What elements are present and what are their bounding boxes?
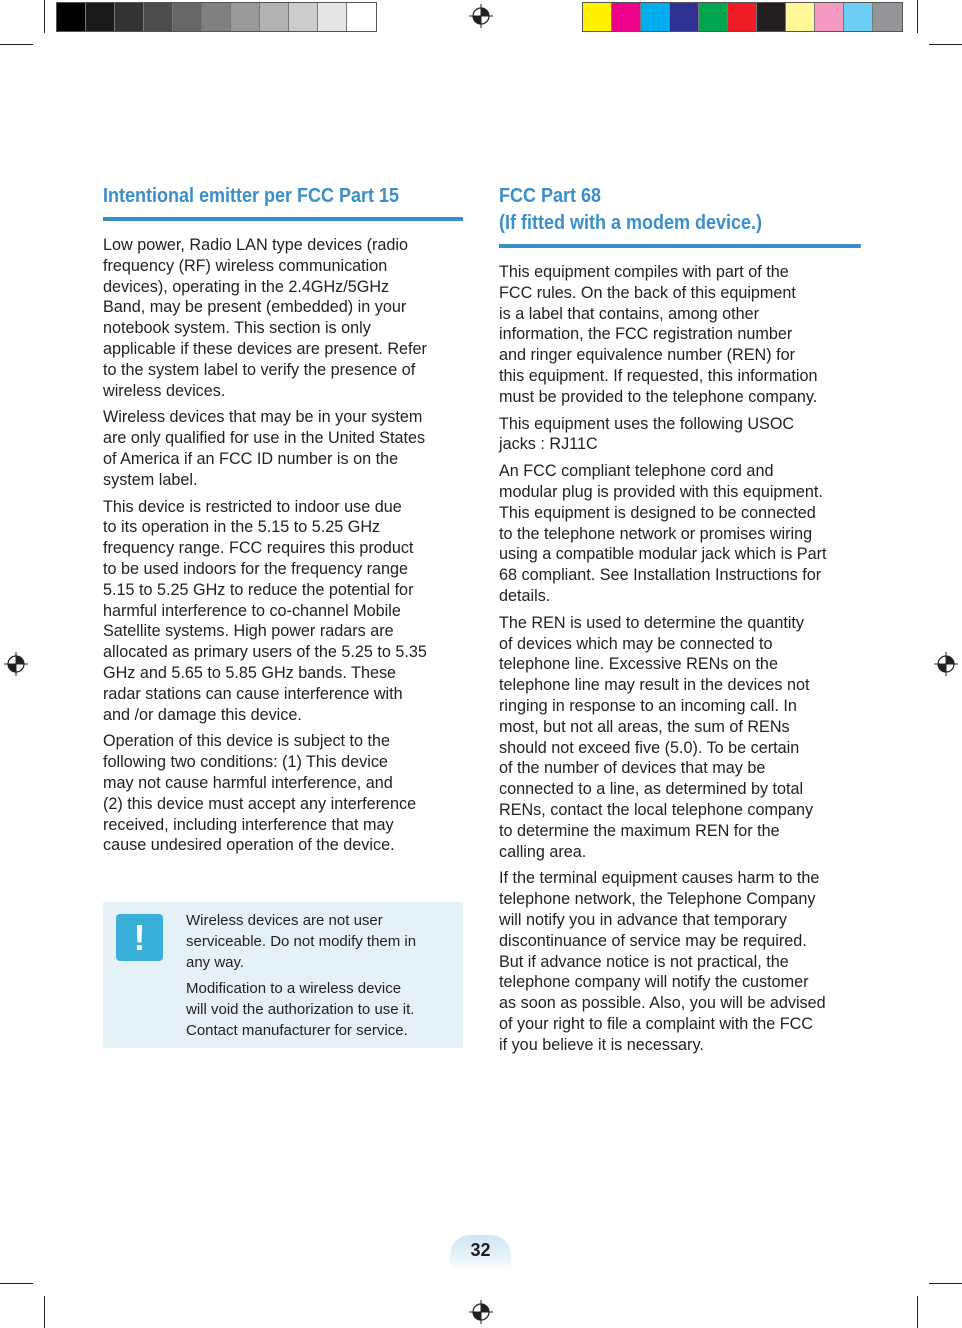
paragraph: This equipment uses the following USOC jacks : RJ11C <box>499 414 795 454</box>
exclamation-icon: ! <box>116 914 163 961</box>
grayscale-calibration-bar <box>56 2 377 32</box>
note-text <box>186 911 458 1048</box>
color-swatch <box>728 3 757 31</box>
crop-mark <box>917 1296 918 1328</box>
page-number-tab <box>450 1235 511 1271</box>
color-swatch <box>699 3 728 31</box>
heading-text-line-1: FCC Part 68 <box>499 185 602 207</box>
paragraph: Low power, Radio LAN type devices (radio frequency (RF) wireless communication devices), operating in the 2.4GHz/5GHz Band, may be present (embedded) in your notebook system. This section is only applicable if these devices are present. Refer to the system label to verify the presence of wireless devices. <box>103 236 427 400</box>
crop-mark <box>0 1283 33 1284</box>
heading-text-line-2: (If fitted with a modem device.) <box>499 212 763 234</box>
color-swatch <box>670 3 699 31</box>
color-swatch <box>815 3 844 31</box>
registration-mark-icon <box>934 652 958 676</box>
color-swatch <box>173 3 202 31</box>
crop-mark <box>44 1296 45 1328</box>
color-swatch <box>86 3 115 31</box>
paragraph: This device is restricted to indoor use due to its operation in the 5.15 to 5.25 GHz frequency range. FCC requires this product to be used indoors for the frequency range 5.15 to 5.25 GHz to reduce the potential for harmful interference to co-channel Mobile Satellite systems. High power radars are allocated as primary users of the 5.25 to 5.35 GHz and 5.65 to 5.85 GHz bands. These radar stations can cause interference with and /or damage this device. <box>103 497 427 724</box>
color-swatch <box>873 3 902 31</box>
note-paragraph: Wireless devices are not user serviceable. Do not modify them in any way. <box>186 912 417 971</box>
paragraph: An FCC compliant telephone cord and modular plug is provided with this equipment. This equipment is designed to be connected to the telephone network or promises wiring using a compatible modular jack which is Part 68 compliant. See Installation Instructions for details. <box>499 462 827 605</box>
color-swatch <box>57 3 86 31</box>
registration-mark-icon <box>4 652 28 676</box>
fcc-part-68-body <box>499 262 861 1055</box>
crop-mark <box>929 44 962 45</box>
section-heading-wrapper <box>103 183 463 221</box>
color-swatch <box>583 3 612 31</box>
color-swatch <box>612 3 641 31</box>
crop-mark <box>44 0 45 33</box>
heading-text: Intentional emitter per FCC Part 15 <box>103 185 400 207</box>
note-paragraph: Modification to a wireless device will void the authorization to use it. Contact manufacturer for service. <box>186 980 415 1039</box>
color-swatch <box>641 3 670 31</box>
color-swatch <box>231 3 260 31</box>
fcc-part-15-body <box>103 235 463 856</box>
registration-mark-icon <box>469 4 493 28</box>
paragraph: The REN is used to determine the quantity of devices which may be connected to telephone line. Excessive RENs on the telephone line may result in the devices not ringing in response to an incoming call. In most, but not all areas, the sum of RENs should not exceed five (5.0). To be certain of the number of devices that may be connected to a line, as determined by total RENs, contact the local telephone company to determine the maximum REN for the calling area. <box>499 613 814 861</box>
left-column <box>103 183 463 862</box>
color-swatch <box>289 3 318 31</box>
color-swatch <box>844 3 873 31</box>
fcc-part-15-heading <box>103 183 463 221</box>
page-number: 32 <box>470 1240 491 1260</box>
color-swatch <box>115 3 144 31</box>
crop-mark <box>917 0 918 33</box>
color-swatch <box>757 3 786 31</box>
right-column <box>499 183 861 1061</box>
registration-mark-icon <box>469 1300 493 1324</box>
color-swatch <box>347 3 376 31</box>
paragraph: Operation of this device is subject to the following two conditions: (1) This device may not cause harmful interference, and (2) this device must accept any interference received, including interference that may cause undesired operation of the device. <box>103 732 417 855</box>
color-swatch <box>786 3 815 31</box>
fcc-part-68-heading <box>499 183 861 248</box>
color-swatch <box>144 3 173 31</box>
paragraph: Wireless devices that may be in your system are only qualified for use in the United States of America if an FCC ID number is on the system label. <box>103 408 426 489</box>
section-heading-wrapper <box>499 183 861 248</box>
caution-note-box <box>103 902 463 1048</box>
crop-mark <box>0 44 33 45</box>
color-calibration-bar <box>582 2 903 32</box>
color-swatch <box>202 3 231 31</box>
color-swatch <box>260 3 289 31</box>
color-swatch <box>318 3 347 31</box>
paragraph: This equipment compiles with part of the FCC rules. On the back of this equipment is a label that contains, among other information, the FCC registration number and ringer equivalence number (REN) for this equipment. If requested, this information must be provided to the telephone company. <box>499 263 818 406</box>
paragraph: If the terminal equipment causes harm to the telephone network, the Telephone Company will notify you in advance that temporary discontinuance of service may be required. But if advance notice is not practical, the telephone company will notify the customer as soon as possible. Also, you will be advised of your right to file a complaint with the FCC if you believe it is necessary. <box>499 869 826 1054</box>
crop-mark <box>929 1283 962 1284</box>
